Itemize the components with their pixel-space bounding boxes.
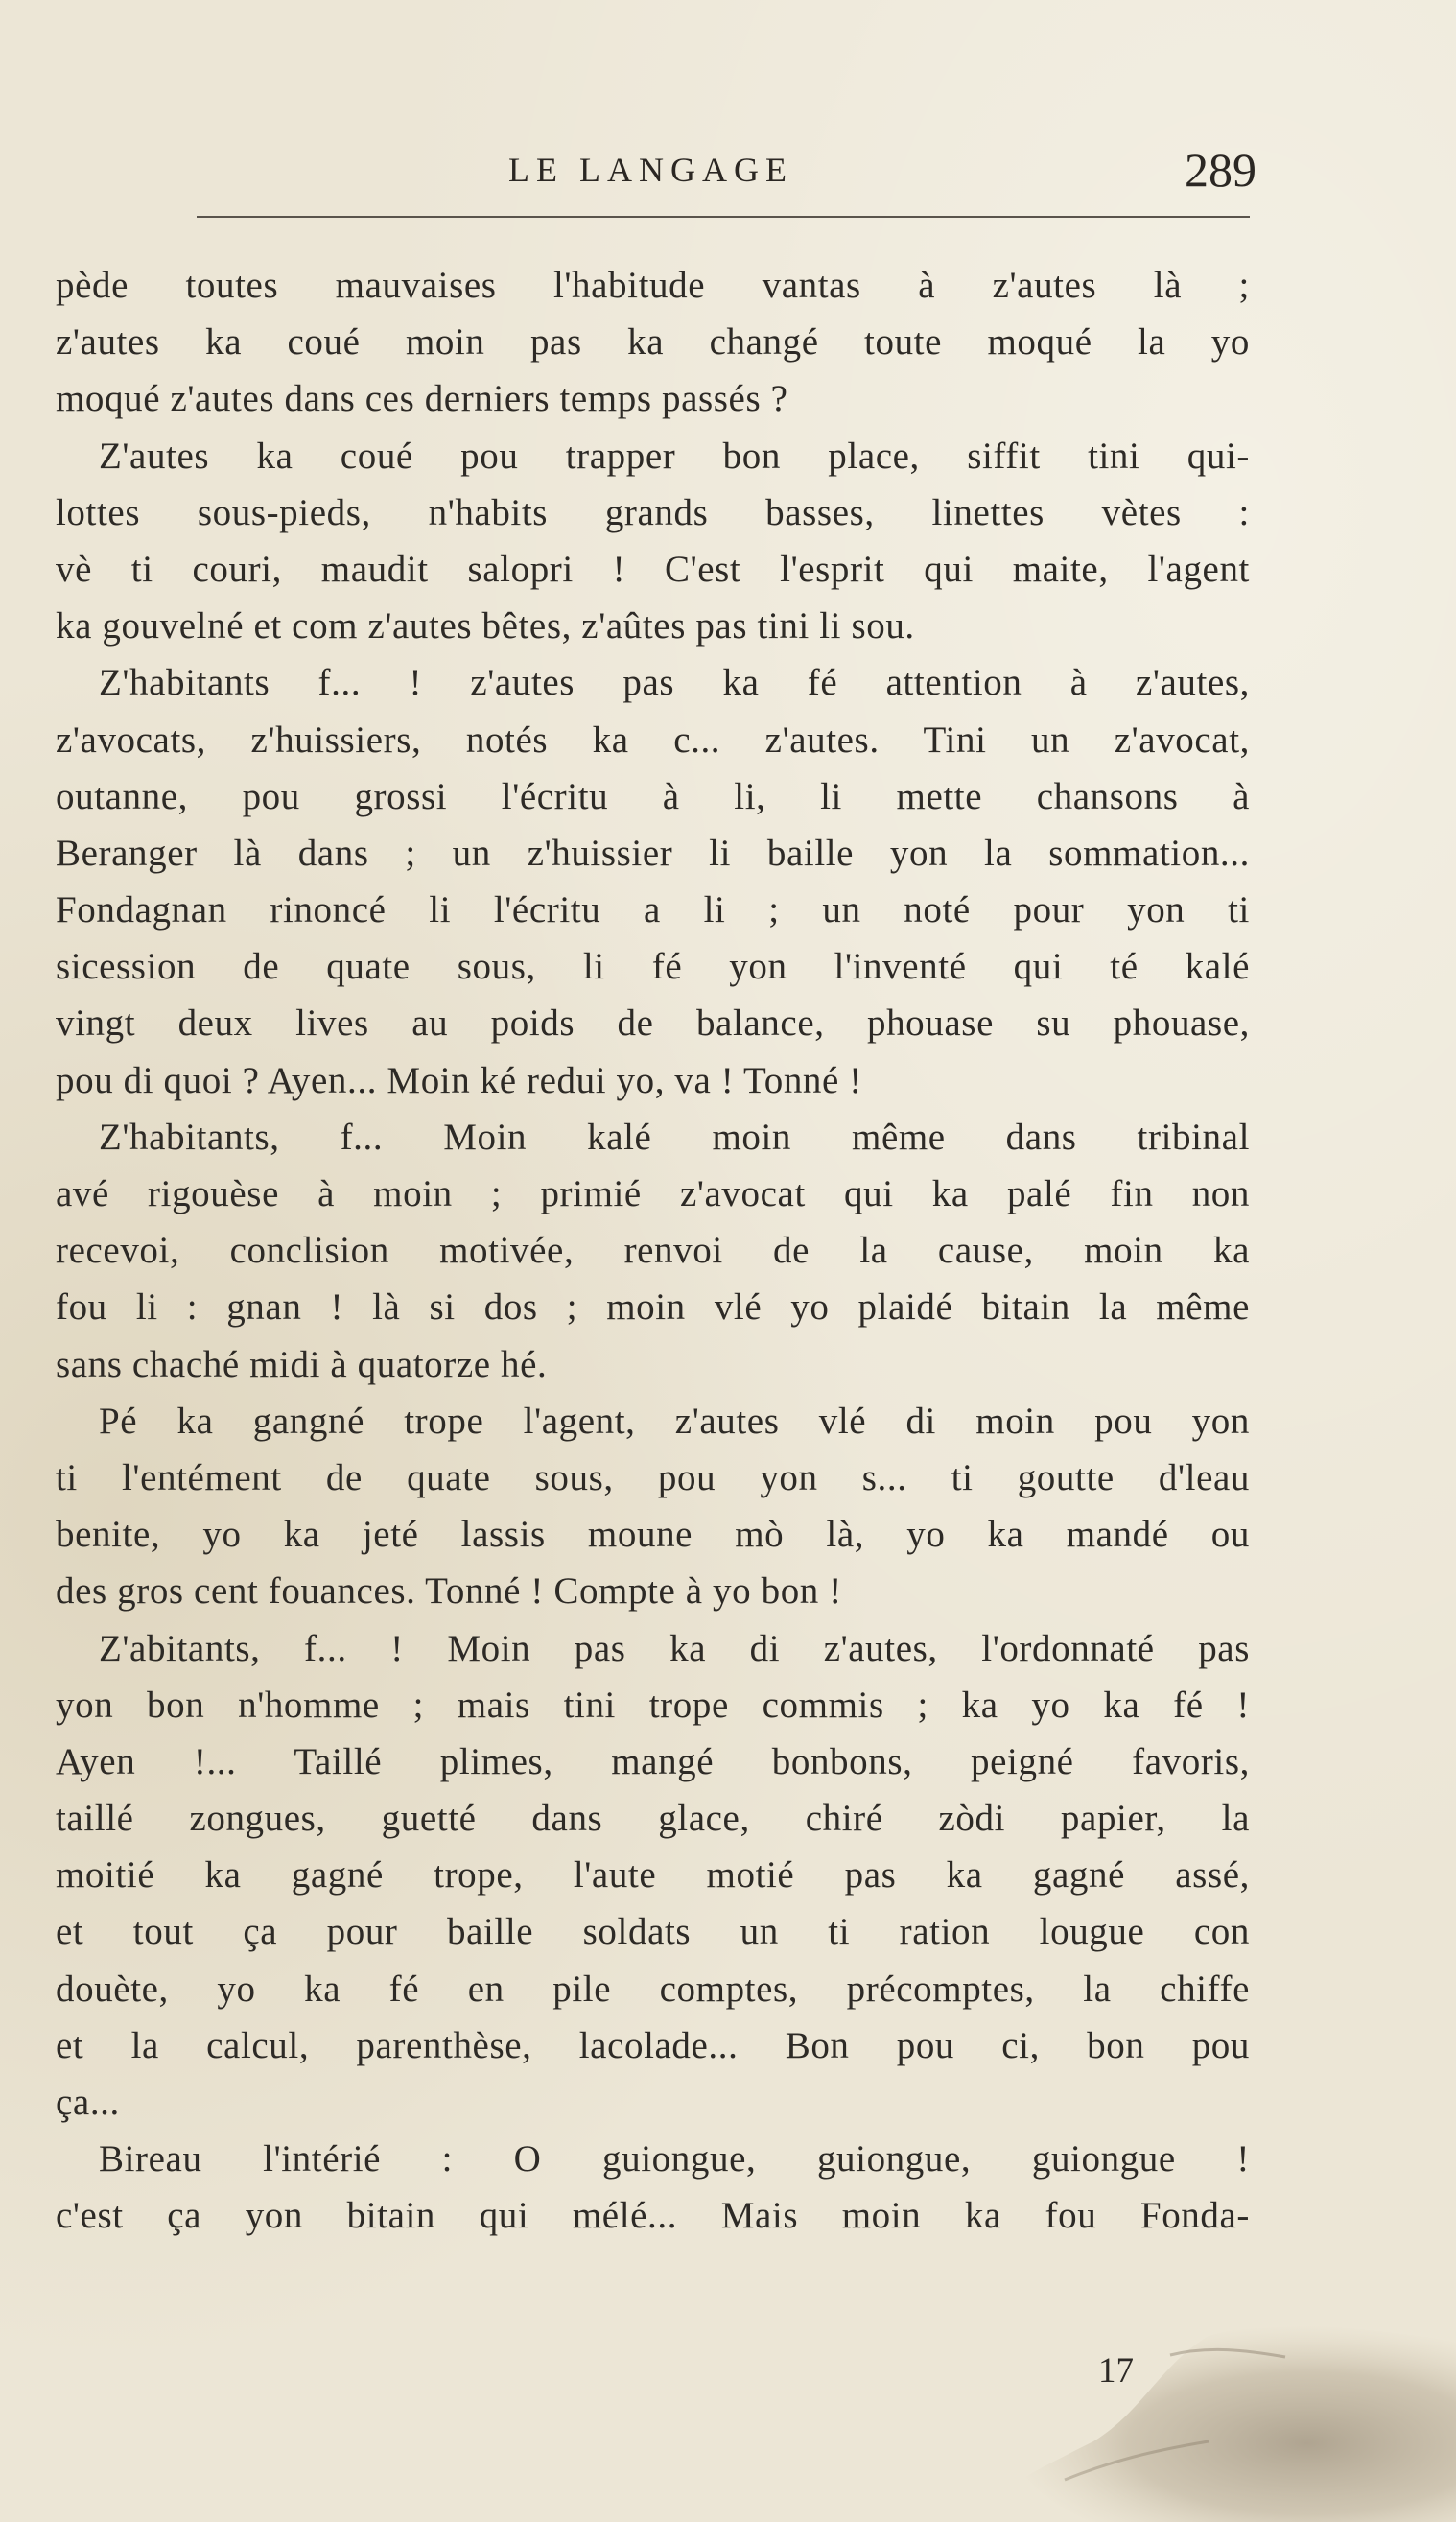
text-line: sans chaché midi à quatorze hé. <box>56 1343 548 1385</box>
text-line: des gros cent fouances. Tonné ! Compte à yo bon ! <box>56 1570 842 1613</box>
text-line: c'est ça yon bitain qui mélé... Mais moin ka fou Fonda- <box>56 2195 1250 2237</box>
text-line: douète, yo ka fé en pile comptes, précomptes, la chiffe <box>56 1968 1250 2010</box>
text-line: lottes sous-pieds, n'habits grands basses, linettes vètes : <box>56 491 1250 533</box>
text-line: Ayen !... Taillé plimes, mangé bonbons, peigné favoris, <box>56 1740 1250 1782</box>
text-line: sicession de quate sous, li fé yon l'inventé qui té kalé <box>56 946 1250 988</box>
header-rule <box>197 216 1250 218</box>
page-header <box>508 142 1256 209</box>
text-line: pou di quoi ? Ayen... Moin ké redui yo, va ! Tonné ! <box>56 1059 862 1101</box>
text-line: z'avocats, z'huissiers, notés ka c... z'autes. Tini un z'avocat, <box>56 719 1250 761</box>
text-line: pède toutes mauvaises l'habitude vantas à z'autes là ; <box>56 265 1250 306</box>
text-line: vingt deux lives au poids de balance, phouase su phouase, <box>56 1002 1250 1045</box>
text-line: Z'habitants, f... Moin kalé moin même dans tribinal <box>99 1116 1250 1158</box>
text-line: fou li : gnan ! là si dos ; moin vlé yo plaidé bitain la même <box>56 1286 1250 1329</box>
text-line: Z'habitants f... ! z'autes pas ka fé attention à z'autes, <box>99 662 1250 704</box>
text-line: Beranger là dans ; un z'huissier li baille yon la sommation... <box>56 832 1250 874</box>
text-line: yon bon n'homme ; mais tini trope commis ; ka yo ka fé ! <box>56 1684 1250 1726</box>
text-line: vè ti couri, maudit salopri ! C'est l'esprit qui maite, l'agent <box>56 548 1250 590</box>
text-line: z'autes ka coué moin pas ka changé toute moqué la yo <box>56 321 1250 364</box>
text-line: ti l'entément de quate sous, pou yon s... ti goutte d'leau <box>56 1456 1250 1498</box>
text-line: Bireau l'intérié : O guiongue, guiongue, guiongue ! <box>99 2138 1250 2180</box>
text-line: moitié ka gagné trope, l'aute motié pas ka gagné assé, <box>56 1854 1250 1897</box>
text-line: outanne, pou grossi l'écritu à li, li mette chansons à <box>56 775 1250 817</box>
text-line: ça... <box>56 2082 120 2123</box>
text-line: Z'autes ka coué pou trapper bon place, siffit tini qui- <box>99 435 1250 477</box>
text-line: Z'abitants, f... ! Moin pas ka di z'autes, l'ordonnaté pas <box>99 1627 1250 1669</box>
text-line: et la calcul, parenthèse, lacolade... Bon pou ci, bon pou <box>56 2024 1250 2066</box>
text-line: Pé ka gangné trope l'agent, z'autes vlé di moin pou yon <box>99 1400 1250 1442</box>
text-line: ka gouvelné et com z'autes bêtes, z'aûtes pas tini li sou. <box>56 605 915 648</box>
page-number: 289 <box>1185 143 1256 197</box>
text-line: Fondagnan rinoncé li l'écritu a li ; un noté pour yon ti <box>56 889 1250 931</box>
text-line: taillé zongues, guetté dans glace, chiré zòdi papier, la <box>56 1798 1250 1840</box>
text-line: benite, yo ka jeté lassis moune mò là, yo ka mandé ou <box>56 1514 1250 1556</box>
text-line: avé rigouèse à moin ; primié z'avocat qui ka palé fin non <box>56 1173 1250 1214</box>
paper-damage-stain <box>921 2298 1456 2522</box>
signature-mark: 17 <box>1098 2351 1134 2391</box>
running-title: LE LANGAGE <box>508 151 793 189</box>
body-text <box>56 257 1250 2245</box>
text-line: recevoi, conclision motivée, renvoi de la cause, moin ka <box>56 1230 1250 1272</box>
text-line: et tout ça pour baille soldats un ti ration lougue con <box>56 1911 1250 1953</box>
text-line: moqué z'autes dans ces derniers temps passés ? <box>56 378 788 420</box>
